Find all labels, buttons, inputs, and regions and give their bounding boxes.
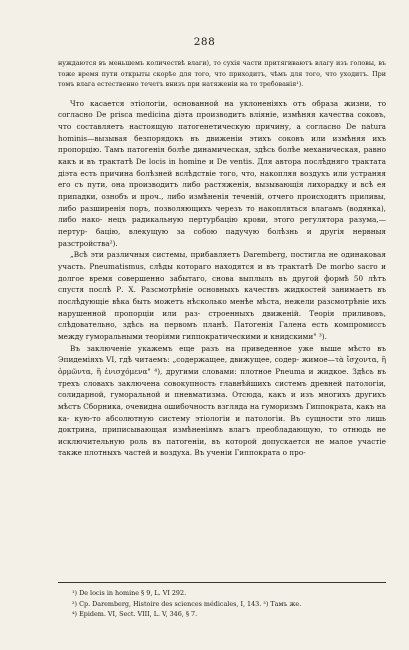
paragraph-conclusion — [58, 343, 386, 460]
text-line: жимое—τὰ ἴσχοντα, ἢ ὁρμῶντα, ἢ ἐνισχόμενα" ⁴), другими словами: плотное — [58, 355, 386, 376]
text-line: доктрина, приписывающая измѣненіямъ влагъ преобладающую, то отнюдь — [58, 425, 371, 435]
text-line: то согласно De prisca medicina діэта производитъ вліяніе, измѣняя качества — [58, 98, 386, 120]
text-line: Что касается этіологіи, основанной на уклоненіяхъ отъ образа жизни, — [70, 98, 372, 108]
text-line: либо растяженія, вызывающія лихорадку и всѣ ея припадки, ознобъ и проч., — [58, 180, 386, 202]
text-line: Pneuma и жидкое. Здѣсь въ трехъ словахъ заключена совокупность — [58, 366, 386, 388]
text-line: участіе также плотныхъ частей и воздуха. Въ ученіи Гиппократа о про- — [58, 436, 386, 458]
text-line: того, что, накопляя воздухъ или устраняя его съ пути, она производитъ — [58, 168, 386, 190]
text-line: и пневматизма. Отсюда, какъ и изъ многихъ другихъ мѣстъ Сборника, — [58, 390, 386, 411]
text-line: качествъ жидкостей занимаетъ въ послѣдующіе вѣка быть можетъ нѣсколько — [58, 285, 387, 306]
text-line: менѣе мѣста, нежели разсмотрѣніе ихъ нарушенной пропорціи или раз- — [58, 296, 386, 318]
text-line: главнѣйшихъ системъ древней патологіи, солидарной, гуморальной — [58, 378, 387, 400]
text-line: нуждаются въ меньшемъ количествѣ влаги), то сухія части притягиваютъ влагу изъ головы, — [58, 59, 376, 67]
text-line: бацію, влекущую за собою падучую болѣзнь и другія нервныя разстройства²). — [58, 227, 387, 248]
paragraph-daremberg-quote — [58, 249, 386, 342]
text-line: De natura hominis—вызывая безпорядокъ въ движеніи этихъ соковъ или — [58, 122, 386, 143]
page-number: 288 — [193, 36, 216, 48]
text-line: Для автора послѣдняго трактата діэта есть причина болѣзней вслѣдствіе — [58, 157, 386, 178]
paragraph-etiology — [58, 98, 386, 250]
footnotes — [72, 588, 382, 620]
footnote: ¹) De locis in homine § 9, L. VI 292. — [72, 589, 187, 597]
footnote: ⁴) Epidem. VI, Sect. VIII, L. V, 346, § 7. — [72, 610, 198, 618]
text-line: либо измѣненія теченій, отчего происходятъ приливы, либо разширенія — [58, 192, 387, 213]
text-line: одинаковая участь. Pneumatismus, слѣды котораго находятся и въ трактатѣ — [58, 250, 386, 271]
text-line: измѣняя ихъ пропорцію. Тамъ патогенія болѣе динамическая, здѣсь болѣе — [58, 133, 387, 155]
text-line: кую-то абсолютную систему этіологіи и патологіи. Въ сущности это лишь — [74, 413, 386, 423]
footnote: ²) Cp. Daremberg, Histoire des sciences médicales, I, 143. ³) Тамъ же. — [72, 599, 302, 608]
footnote-divider — [58, 582, 386, 583]
text-line: теоріями гиппократическими и книдскими" ³). — [145, 331, 327, 341]
text-line: въ другой формѣ 50 лѣтъ спустя послѣ Р. Х. Разсмотрѣніе основныхъ — [58, 273, 386, 295]
text-line: очевидна ошибочность взгляда на гуморизмъ Гиппократа, какъ на ка- — [58, 401, 386, 423]
text-line: въ Эпидеміяхъ VI, гдѣ читаемъ: „содержащее, движущее, содер- — [58, 343, 386, 365]
main-text — [58, 58, 386, 459]
text-line: механическая, равно какъ и въ трактатѣ De locis in homine и De ventis. — [58, 145, 386, 167]
text-line: строенныхъ движеній. Теорія приливовъ, слѣдовательно, здѣсь на — [58, 308, 386, 330]
text-line: Въ заключеніе укажемъ еще разъ на приведенное уже выше мѣсто — [70, 343, 371, 353]
text-line: въ тоже время пути открыты скорѣе для того, что приходитъ, чѣмъ для того, что уходитъ. — [58, 59, 386, 78]
text-line: первомъ планѣ. Патогенія Галена есть компромиссъ между гуморальными — [58, 320, 386, 341]
text-line: De morbo sacro и долгое время совершенно забытаго, снова выплылъ — [58, 261, 387, 283]
text-line: соковъ, что составляетъ настоящую патогенетическую причину, а согласно — [58, 110, 386, 132]
text-line: При томъ влага естественно течетъ внизъ при натяженіи на то требованія¹). — [58, 69, 386, 89]
paragraph-continuation — [58, 58, 386, 90]
text-line: „Всѣ эти различныя системы, прибавляетъ Daremberg, постигла не — [70, 250, 338, 260]
text-line: нецъ радикальную пертурбацію крови, этого регулятора разума,—пертур- — [58, 215, 386, 236]
text-line: поръ, позволяющихъ черезъ то накопляться влагамъ (водянка), либо нако- — [58, 203, 387, 225]
text-line: не исключительную роль въ патогеніи, въ которой допускается не малое — [58, 425, 386, 446]
